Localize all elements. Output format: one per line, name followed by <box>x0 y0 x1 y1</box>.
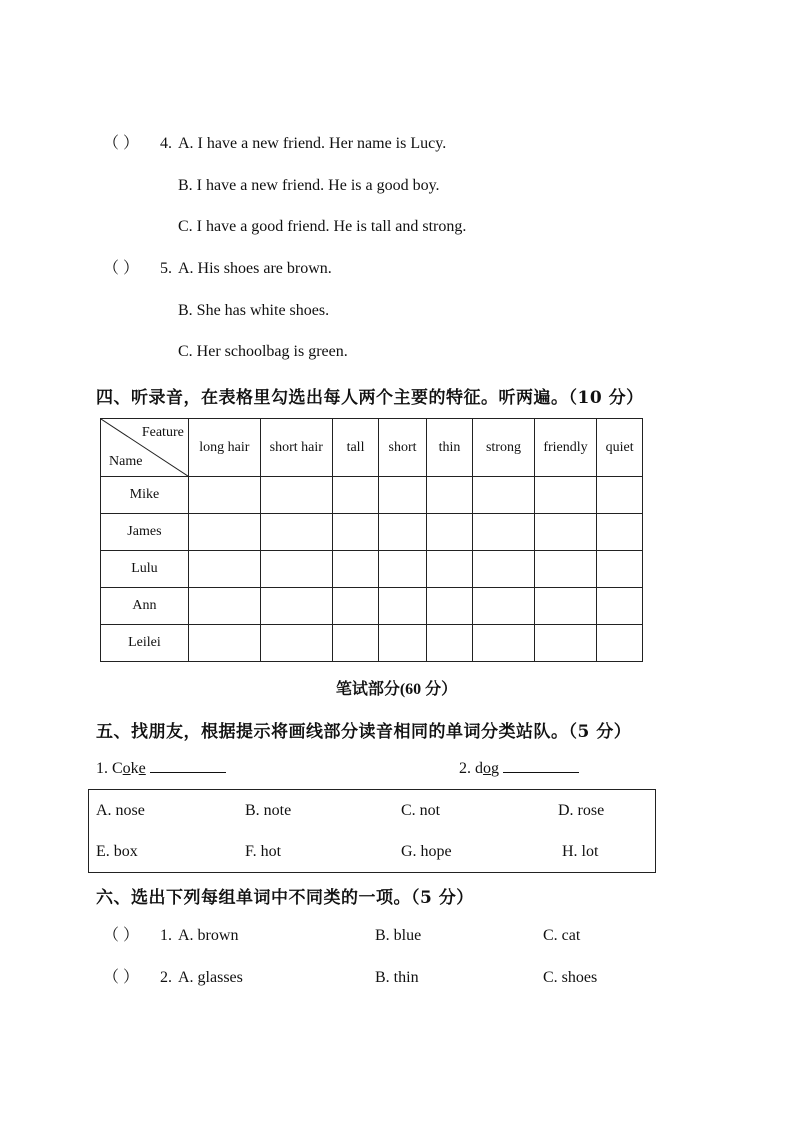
q1-prefix: 1. C <box>96 760 123 777</box>
check-cell[interactable] <box>260 477 332 514</box>
check-cell[interactable] <box>332 625 378 662</box>
part4-heading: 四、听录音，在表格里勾选出每人两个主要的特征。听两遍。（10 分） <box>96 388 644 408</box>
q2-underlined-letter: o <box>483 760 491 777</box>
check-cell[interactable] <box>597 551 643 588</box>
check-cell[interactable] <box>188 551 260 588</box>
check-cell[interactable] <box>260 625 332 662</box>
p6-q1-answer-paren[interactable]: （ ） <box>103 927 140 944</box>
check-cell[interactable] <box>426 588 472 625</box>
check-cell[interactable] <box>534 588 597 625</box>
check-cell[interactable] <box>597 514 643 551</box>
check-cell[interactable] <box>534 477 597 514</box>
check-cell[interactable] <box>534 551 597 588</box>
q1-underlined-letter-2: e <box>138 760 146 777</box>
row-name: Lulu <box>101 551 189 588</box>
check-cell[interactable] <box>379 625 427 662</box>
word-option: H. lot <box>562 843 599 860</box>
check-cell[interactable] <box>332 588 378 625</box>
q4-number: 4. <box>160 135 172 152</box>
row-name: James <box>101 514 189 551</box>
word-option: B. note <box>245 802 292 819</box>
feature-header: short hair <box>260 419 332 477</box>
check-cell[interactable] <box>379 588 427 625</box>
word-option: E. box <box>96 843 138 860</box>
table-corner-cell <box>101 419 189 477</box>
feature-table <box>100 418 643 662</box>
check-cell[interactable] <box>534 514 597 551</box>
q4-answer-paren[interactable]: （ ） <box>103 135 140 152</box>
q2-suffix: g <box>491 760 499 777</box>
check-cell[interactable] <box>473 477 534 514</box>
corner-feature-label: Feature <box>141 425 184 440</box>
check-cell[interactable] <box>188 477 260 514</box>
p6-q1-option-c: C. cat <box>543 927 581 944</box>
check-cell[interactable] <box>188 625 260 662</box>
q2-answer-blank[interactable] <box>503 758 579 773</box>
feature-header: long hair <box>188 419 260 477</box>
check-cell[interactable] <box>426 625 472 662</box>
table-header-row <box>101 419 643 477</box>
check-cell[interactable] <box>188 514 260 551</box>
q5-option-a: A. His shoes are brown. <box>178 260 332 277</box>
check-cell[interactable] <box>473 625 534 662</box>
word-option: D. rose <box>558 802 605 819</box>
part6-heading: 六、选出下列每组单词中不同类的一项。（5 分） <box>96 888 474 908</box>
check-cell[interactable] <box>332 514 378 551</box>
q4-option-b: B. I have a new friend. He is a good boy. <box>178 177 440 194</box>
q1-answer-blank[interactable] <box>150 758 226 773</box>
feature-header: tall <box>332 419 378 477</box>
part5-q2 <box>459 758 579 779</box>
row-name: Mike <box>101 477 189 514</box>
p6-q2-number: 2. <box>160 969 172 986</box>
check-cell[interactable] <box>473 514 534 551</box>
word-option: G. hope <box>401 843 452 860</box>
table-row <box>101 625 643 662</box>
row-name: Ann <box>101 588 189 625</box>
check-cell[interactable] <box>379 514 427 551</box>
feature-header: thin <box>426 419 472 477</box>
check-cell[interactable] <box>426 514 472 551</box>
check-cell[interactable] <box>473 551 534 588</box>
check-cell[interactable] <box>426 551 472 588</box>
check-cell[interactable] <box>260 514 332 551</box>
q5-option-c: C. Her schoolbag is green. <box>178 343 348 360</box>
check-cell[interactable] <box>379 477 427 514</box>
q4-option-a: A. I have a new friend. Her name is Lucy. <box>178 135 447 152</box>
written-section-heading: 笔试部分(60 分） <box>335 681 458 698</box>
check-cell[interactable] <box>597 625 643 662</box>
p6-q1-option-a: A. brown <box>178 927 239 944</box>
q4-option-c: C. I have a good friend. He is tall and strong. <box>178 218 467 235</box>
feature-header: short <box>379 419 427 477</box>
p6-q2-option-c: C. shoes <box>543 969 598 986</box>
word-option: F. hot <box>245 843 282 860</box>
check-cell[interactable] <box>379 551 427 588</box>
feature-header: strong <box>473 419 534 477</box>
q5-option-b: B. She has white shoes. <box>178 302 330 319</box>
check-cell[interactable] <box>332 477 378 514</box>
check-cell[interactable] <box>597 477 643 514</box>
check-cell[interactable] <box>260 588 332 625</box>
p6-q2-answer-paren[interactable]: （ ） <box>103 969 140 986</box>
feature-header: quiet <box>597 419 643 477</box>
q5-number: 5. <box>160 260 172 277</box>
q1-middle: k <box>130 760 139 777</box>
p6-q2-option-b: B. thin <box>375 969 419 986</box>
q2-prefix: 2. d <box>459 760 483 777</box>
check-cell[interactable] <box>332 551 378 588</box>
check-cell[interactable] <box>473 588 534 625</box>
check-cell[interactable] <box>597 588 643 625</box>
q5-answer-paren[interactable]: （ ） <box>103 260 140 277</box>
check-cell[interactable] <box>188 588 260 625</box>
word-option: C. not <box>401 802 441 819</box>
table-row <box>101 588 643 625</box>
row-name: Leilei <box>101 625 189 662</box>
corner-name-label: Name <box>109 454 143 469</box>
feature-header: friendly <box>534 419 597 477</box>
q1-underlined-letter: o <box>122 760 131 777</box>
table-row <box>101 514 643 551</box>
p6-q1-option-b: B. blue <box>375 927 422 944</box>
check-cell[interactable] <box>426 477 472 514</box>
p6-q2-option-a: A. glasses <box>178 969 243 986</box>
part5-heading: 五、找朋友，根据提示将画线部分读音相同的单词分类站队。（5 分） <box>96 722 632 742</box>
word-option: A. nose <box>96 802 145 819</box>
check-cell[interactable] <box>534 625 597 662</box>
p6-q1-number: 1. <box>160 927 172 944</box>
table-row <box>101 551 643 588</box>
check-cell[interactable] <box>260 551 332 588</box>
table-row <box>101 477 643 514</box>
part5-q1 <box>96 758 226 779</box>
